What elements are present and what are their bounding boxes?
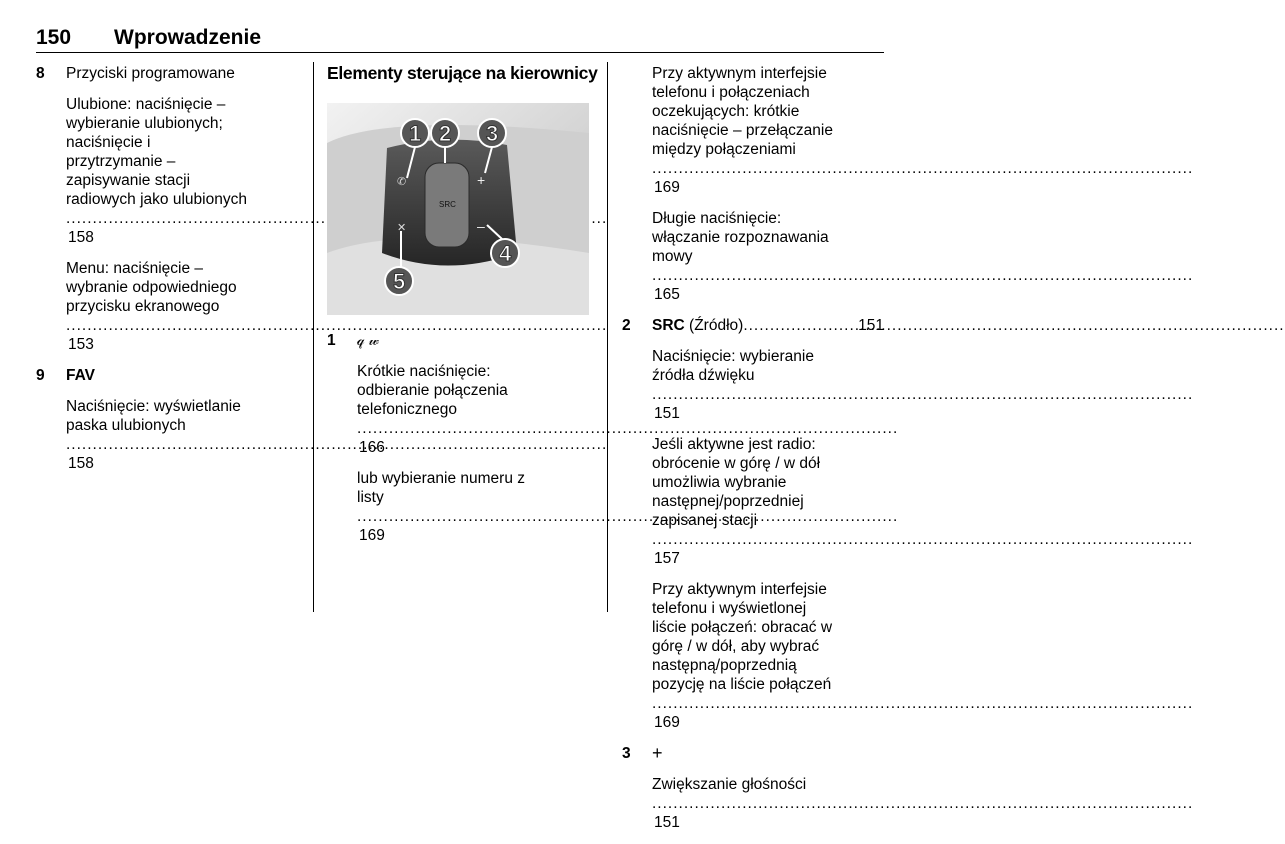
page-link[interactable]: 157 [654, 550, 680, 567]
page-reference [652, 511, 884, 568]
text-line: obrócenie w górę / w dół [652, 455, 821, 472]
column-3 [622, 64, 884, 844]
paragraph [66, 95, 298, 247]
leader-dots [66, 209, 298, 228]
text-line: odbieranie połączenia [357, 382, 508, 399]
paragraph [652, 775, 884, 832]
text-line: Przy aktywnym interfejsie [652, 65, 827, 82]
text-line: Krótkie naciśnięcie: [357, 363, 491, 380]
text-line: Naciśnięcie: wyświetlanie [66, 398, 241, 415]
callout-3: 3 [486, 121, 499, 146]
page-link[interactable]: 169 [654, 179, 680, 196]
page-header [36, 26, 884, 53]
entry-number: 2 [622, 317, 631, 334]
entry-8 [36, 64, 298, 354]
page-link[interactable]: 151 [654, 405, 680, 422]
volume-up-symbol: + [477, 172, 486, 188]
text-line: przytrzymanie – [66, 153, 176, 170]
text-line: telefonu i wyświetlonej [652, 600, 807, 617]
text-line: telefonu i połączeniach [652, 84, 810, 101]
ref-text: telefonicznego [357, 401, 457, 418]
text-line: zapisywanie stacji [66, 172, 191, 189]
page-reference [66, 297, 298, 354]
paragraph [652, 580, 884, 732]
ref-text: radiowych jako ulubionych [66, 191, 247, 208]
page-link[interactable]: 166 [359, 439, 385, 456]
text-line: naciśnięcie – przełączanie [652, 122, 833, 139]
callout-5: 5 [393, 269, 406, 294]
page-reference [652, 140, 884, 197]
leader-dots [652, 530, 884, 549]
paragraph [652, 209, 884, 304]
entry-number: 3 [622, 745, 631, 762]
ref-text: Zwiększanie głośności [652, 776, 807, 793]
text-line: Przy aktywnym interfejsie [652, 581, 827, 598]
page-link[interactable]: 151 [858, 317, 884, 334]
leader-dots [357, 419, 589, 438]
src-title: SRC [652, 317, 685, 334]
column-1 [36, 64, 298, 485]
text-line: włączanie rozpoznawania [652, 229, 829, 246]
leader-dots [652, 159, 884, 178]
column-divider-2 [607, 62, 608, 612]
mute-symbol: ✕ [397, 221, 407, 234]
entry-number: 9 [36, 367, 45, 384]
text-line: lub wybieranie numeru z [357, 470, 526, 487]
text-line: liście połączeń: obracać w [652, 619, 833, 636]
entry-1-continued [622, 64, 884, 304]
src-label: SRC [439, 200, 456, 209]
leader-dots [743, 316, 856, 335]
entry-9 [36, 366, 298, 473]
section-title: Elementy sterujące na kierownicy [327, 63, 598, 83]
text-line: Długie naciśnięcie: [652, 210, 782, 227]
paragraph [652, 64, 884, 197]
entry-2 [622, 316, 884, 732]
page-reference [652, 675, 884, 732]
ref-text: pozycję na liście połączeń [652, 676, 832, 693]
page-reference [652, 366, 884, 423]
page-reference [66, 190, 298, 247]
ref-text: paska ulubionych [66, 417, 186, 434]
paragraph [357, 469, 589, 545]
phone-voice-icon: 𝓆 𝓌 [357, 332, 380, 349]
paragraph [66, 397, 298, 473]
text-line: Naciśnięcie: wybieranie [652, 348, 814, 365]
text-line: następną/poprzednią [652, 657, 797, 674]
text-line: Menu: naciśnięcie – [66, 260, 203, 277]
leader-dots [652, 385, 884, 404]
text-line: następnej/poprzedniej [652, 493, 804, 510]
callout-4: 4 [499, 241, 512, 266]
leader-dots [652, 266, 884, 285]
text-line: naciśnięcie i [66, 134, 151, 151]
page-reference [652, 247, 884, 304]
entry-3 [622, 744, 884, 832]
page-reference [357, 488, 589, 545]
paragraph [652, 347, 884, 423]
volume-down-symbol: – [477, 218, 485, 234]
text-line: wybieranie ulubionych; [66, 115, 223, 132]
ref-text: między połączeniami [652, 141, 796, 158]
leader-dots [652, 694, 884, 713]
text-line: oczekujących: krótkie [652, 103, 800, 120]
page-link[interactable]: 153 [68, 336, 94, 353]
entry-title: Przyciski programowane [66, 65, 235, 82]
ref-text: przycisku ekranowego [66, 298, 220, 315]
chapter-title: Wprowadzenie [114, 26, 262, 49]
page-link[interactable]: 158 [68, 229, 94, 246]
phone-symbol: ✆ [397, 175, 407, 188]
column-2 [327, 63, 598, 557]
page-link[interactable]: 169 [359, 527, 385, 544]
entry-title [652, 316, 884, 335]
ref-text: mowy [652, 248, 693, 265]
paragraph [357, 362, 589, 457]
page-reference [357, 400, 589, 457]
paragraph [652, 435, 884, 568]
entry-number: 1 [327, 332, 336, 349]
text-line: górę / w dół, aby wybrać [652, 638, 820, 655]
leader-dots [66, 435, 298, 454]
entry-number: 8 [36, 65, 45, 82]
page-link[interactable]: 151 [654, 814, 680, 831]
src-subtitle: (Źródło) [684, 317, 744, 334]
ref-text: listy [357, 489, 384, 506]
page-link[interactable]: 158 [68, 455, 94, 472]
text-line: wybranie odpowiedniego [66, 279, 237, 296]
page-reference [66, 416, 298, 473]
column-divider-1 [313, 62, 314, 612]
ref-text: zapisanej stacji [652, 512, 758, 529]
entry-title: FAV [66, 367, 95, 384]
entry-1 [327, 331, 589, 545]
leader-dots [357, 507, 589, 526]
steering-wheel-controls-image [327, 103, 589, 315]
paragraph [66, 259, 298, 354]
callout-2: 2 [439, 121, 452, 146]
ref-text: źródła dźwięku [652, 367, 755, 384]
page-reference [652, 775, 884, 832]
page-link[interactable]: 165 [654, 286, 680, 303]
page-link[interactable]: 169 [654, 714, 680, 731]
page-number: 150 [36, 26, 72, 49]
leader-dots [652, 794, 884, 813]
leader-dots [66, 316, 298, 335]
plus-icon: + [652, 743, 663, 763]
text-line: umożliwia wybranie [652, 474, 787, 491]
text-line: Ulubione: naciśnięcie – [66, 96, 226, 113]
callout-1: 1 [409, 121, 422, 146]
text-line: Jeśli aktywne jest radio: [652, 436, 816, 453]
